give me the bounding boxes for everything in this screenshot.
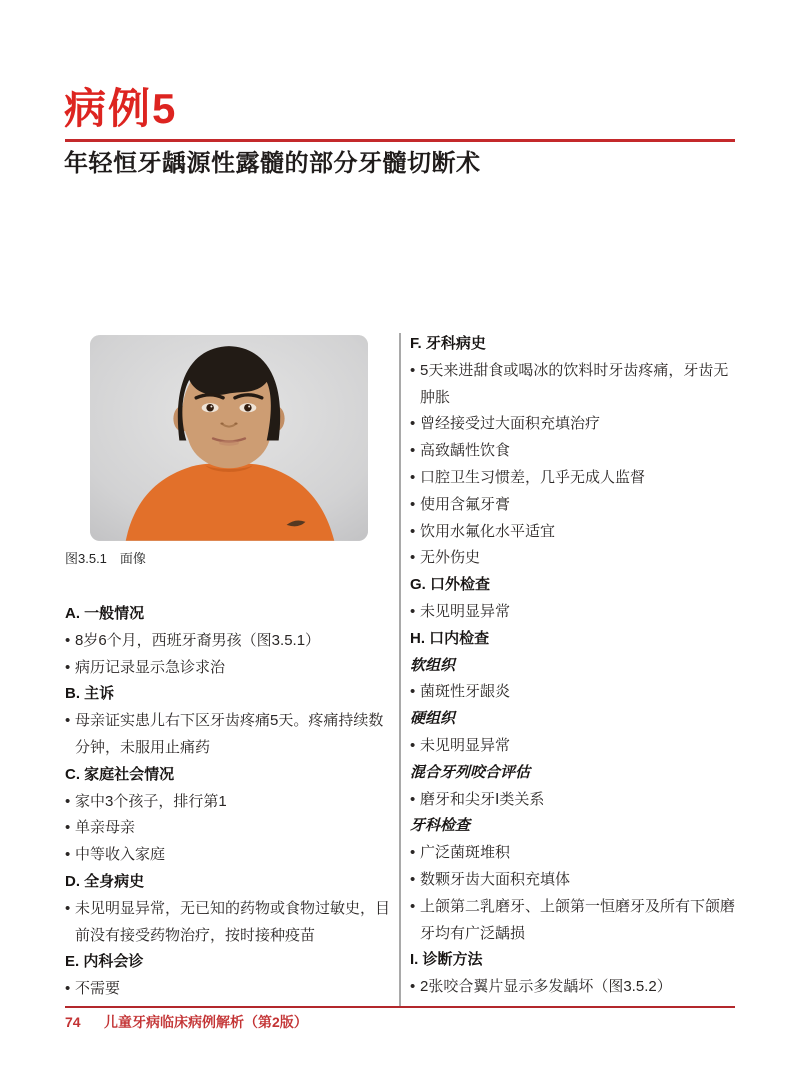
bullet-item: • 未见明显异常，无已知的药物或食物过敏史，目前没有接受药物治疗，按时接种疫苗 [65,896,393,950]
left-sections [65,601,393,1003]
bullet-item: • 数颗牙齿大面积充填体 [410,867,738,894]
left-column [65,335,393,1003]
bullet-icon: • [65,792,71,810]
bullet-icon: • [410,844,416,862]
section-subheading: 软组织 [410,656,456,674]
case-title: 病例5 [64,85,178,132]
page-number: 74 [65,1014,81,1030]
section-subheading: 牙科检查 [410,817,471,835]
bullet-item: • 菌斑性牙龈炎 [410,679,738,706]
figure-caption: 图3.5.1 面像 [65,551,146,566]
bullet-icon: • [410,549,416,567]
bullet-icon: • [65,631,71,649]
bullet-item: • 未见明显异常 [410,599,738,626]
figure-3-5-1 [90,335,368,541]
section-heading: H. 口内检查 [410,629,490,647]
section-subheading: 硬组织 [410,710,456,728]
bullet-item: • 5天来进甜食或喝冰的饮料时牙齿疼痛，牙齿无肿胀 [410,358,738,412]
right-column [410,331,738,1001]
section-heading: B. 主诉 [65,685,115,703]
bullet-icon: • [410,361,416,379]
bullet-item: • 单亲母亲 [65,815,393,842]
bullet-item: • 8岁6个月，西班牙裔男孩（图3.5.1） [65,628,393,655]
bullet-icon: • [410,602,416,620]
bullet-icon: • [410,978,416,996]
bullet-item: • 母亲证实患儿右下区牙齿疼痛5天。疼痛持续数分钟，未服用止痛药 [65,708,393,762]
bullet-icon: • [410,415,416,433]
bullet-icon: • [65,980,71,998]
section-heading: D. 全身病史 [65,872,145,890]
section-heading: F. 牙科病史 [410,335,486,352]
bullet-icon: • [410,522,416,540]
bullet-item: • 不需要 [65,976,393,1003]
bullet-item: • 曾经接受过大面积充填治疗 [410,411,738,438]
bullet-icon: • [65,899,71,917]
section-heading: C. 家庭社会情况 [65,765,175,783]
bullet-icon: • [65,846,71,864]
footer-rule [65,1006,735,1008]
bullet-item: • 中等收入家庭 [65,842,393,869]
bullet-icon: • [410,897,416,915]
bullet-icon: • [410,683,416,701]
bullet-icon: • [410,495,416,513]
bullet-item: • 无外伤史 [410,545,738,572]
section-subheading: 混合牙列咬合评估 [410,763,531,781]
bullet-item: • 病历记录显示急诊求治 [65,655,393,682]
bullet-icon: • [65,712,71,730]
bullet-item: • 饮用水氟化水平适宜 [410,519,738,546]
title-rule [65,139,735,142]
bullet-item: • 使用含氟牙膏 [410,492,738,519]
bullet-icon: • [410,442,416,460]
bullet-item: • 上颌第二乳磨牙、上颌第一恒磨牙及所有下颌磨牙均有广泛龋损 [410,894,738,948]
column-divider-rule [399,333,401,1006]
section-heading: G. 口外检查 [410,576,491,594]
bullet-item: • 高致龋性饮食 [410,438,738,465]
section-heading: E. 内科会诊 [65,953,144,971]
bullet-icon: • [410,468,416,486]
case-subtitle: 年轻恒牙龋源性露髓的部分牙髓切断术 [64,150,481,177]
bullet-item: • 磨牙和尖牙Ⅰ类关系 [410,787,738,814]
bullet-icon: • [410,790,416,808]
bullet-icon: • [65,658,71,676]
bullet-item: • 2张咬合翼片显示多发龋坏（图3.5.2） [410,974,738,1001]
right-sections [410,331,738,1001]
book-title: 儿童牙病临床病例解析（第2版） [104,1014,308,1030]
bullet-icon: • [65,819,71,837]
bullet-item: • 口腔卫生习惯差，几乎无成人监督 [410,465,738,492]
patient-portrait-photo [90,335,368,541]
bullet-item: • 广泛菌斑堆积 [410,840,738,867]
section-heading: A. 一般情况 [65,605,145,622]
bullet-item: • 未见明显异常 [410,733,738,760]
bullet-icon: • [410,870,416,888]
footer [65,1012,308,1032]
section-heading: I. 诊断方法 [410,951,483,969]
bullet-item: • 家中3个孩子，排行第1 [65,789,393,816]
bullet-icon: • [410,736,416,754]
